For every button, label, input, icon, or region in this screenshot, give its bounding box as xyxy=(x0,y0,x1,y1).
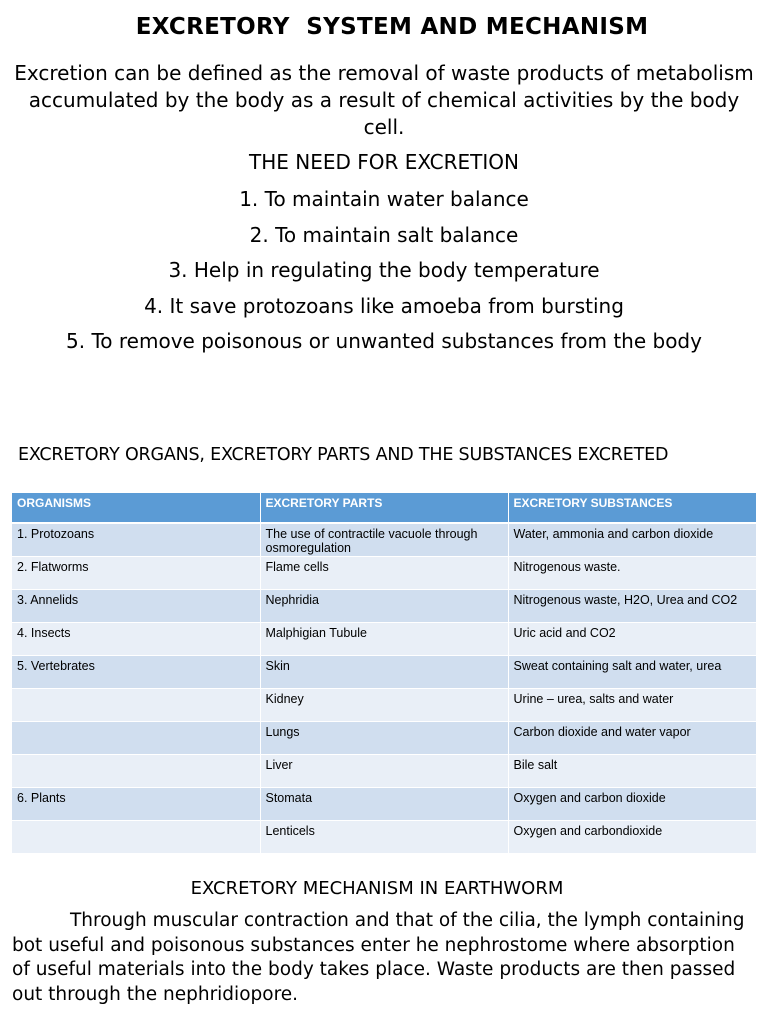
table-cell xyxy=(12,754,260,787)
table-cell: 3. Annelids xyxy=(12,589,260,622)
table-cell: Lenticels xyxy=(260,820,508,853)
table-cell: Liver xyxy=(260,754,508,787)
table-cell: 1. Protozoans xyxy=(12,523,260,556)
table-cell: Nitrogenous waste, H2O, Urea and CO2 xyxy=(508,589,756,622)
table-cell: Oxygen and carbon dioxide xyxy=(508,787,756,820)
table-cell: Kidney xyxy=(260,688,508,721)
table-cell xyxy=(12,820,260,853)
need-item: 1. To maintain water balance xyxy=(239,187,529,211)
table-heading: EXCRETORY ORGANS, EXCRETORY PARTS AND THE SUBSTANCES EXCRETED xyxy=(18,445,669,465)
table-cell: Oxygen and carbondioxide xyxy=(508,820,756,853)
mechanism-heading: EXCRETORY MECHANISM IN EARTHWORM xyxy=(190,878,564,899)
table-cell: Carbon dioxide and water vapor xyxy=(508,721,756,754)
table-row xyxy=(12,787,756,820)
table-cell: Sweat containing salt and water, urea xyxy=(508,655,756,688)
table-row xyxy=(12,556,756,589)
table-cell: Nitrogenous waste. xyxy=(508,556,756,589)
need-heading: THE NEED FOR EXCRETION xyxy=(249,150,519,174)
table-header-row xyxy=(12,493,756,523)
table-cell: Stomata xyxy=(260,787,508,820)
table-cell: Bile salt xyxy=(508,754,756,787)
table-cell: The use of contractile vacuole through osmoregulation xyxy=(260,523,508,556)
need-list xyxy=(0,186,768,364)
column-header-substances: EXCRETORY SUBSTANCES xyxy=(508,493,756,523)
table-cell: 5. Vertebrates xyxy=(12,655,260,688)
table-row xyxy=(12,655,756,688)
table-row xyxy=(12,523,756,556)
table-cell: Uric acid and CO2 xyxy=(508,622,756,655)
intro-paragraph: Excretion can be defined as the removal of waste products of metabolism accumulated by the body as a result of chemical activities by the body cell. xyxy=(14,61,754,139)
table-cell: Nephridia xyxy=(260,589,508,622)
column-header-parts: EXCRETORY PARTS xyxy=(260,493,508,523)
table-row xyxy=(12,721,756,754)
table-row xyxy=(12,589,756,622)
table-row xyxy=(12,688,756,721)
need-item: 2. To maintain salt balance xyxy=(249,222,519,247)
page-title: EXCRETORY SYSTEM AND MECHANISM xyxy=(135,14,649,40)
mechanism-paragraph: Through muscular contraction and that of the cilia, the lymph containing bot useful and poisonous substances enter he nephrostome where absorption of useful materials into the body takes place. Waste products are then passed out through the nephridiopore. xyxy=(12,910,745,1005)
table-cell: Water, ammonia and carbon dioxide xyxy=(508,523,756,556)
column-header-organisms: ORGANISMS xyxy=(12,493,260,523)
table-cell: Skin xyxy=(260,655,508,688)
need-item: 5. To remove poisonous or unwanted substances from the body xyxy=(66,329,702,353)
table-cell: Urine – urea, salts and water xyxy=(508,688,756,721)
table-cell xyxy=(12,688,260,721)
table-row xyxy=(12,754,756,787)
table-row xyxy=(12,622,756,655)
table-cell: Malphigian Tubule xyxy=(260,622,508,655)
table-cell: 6. Plants xyxy=(12,787,260,820)
table-cell: 2. Flatworms xyxy=(12,556,260,589)
table-cell: Flame cells xyxy=(260,556,508,589)
table-cell: 4. Insects xyxy=(12,622,260,655)
need-item: 4. It save protozoans like amoeba from bursting xyxy=(144,293,624,318)
table-cell xyxy=(12,721,260,754)
excretory-table xyxy=(12,493,757,854)
table-row xyxy=(12,820,756,853)
table-cell: Lungs xyxy=(260,721,508,754)
need-item: 3. Help in regulating the body temperature xyxy=(168,258,600,282)
